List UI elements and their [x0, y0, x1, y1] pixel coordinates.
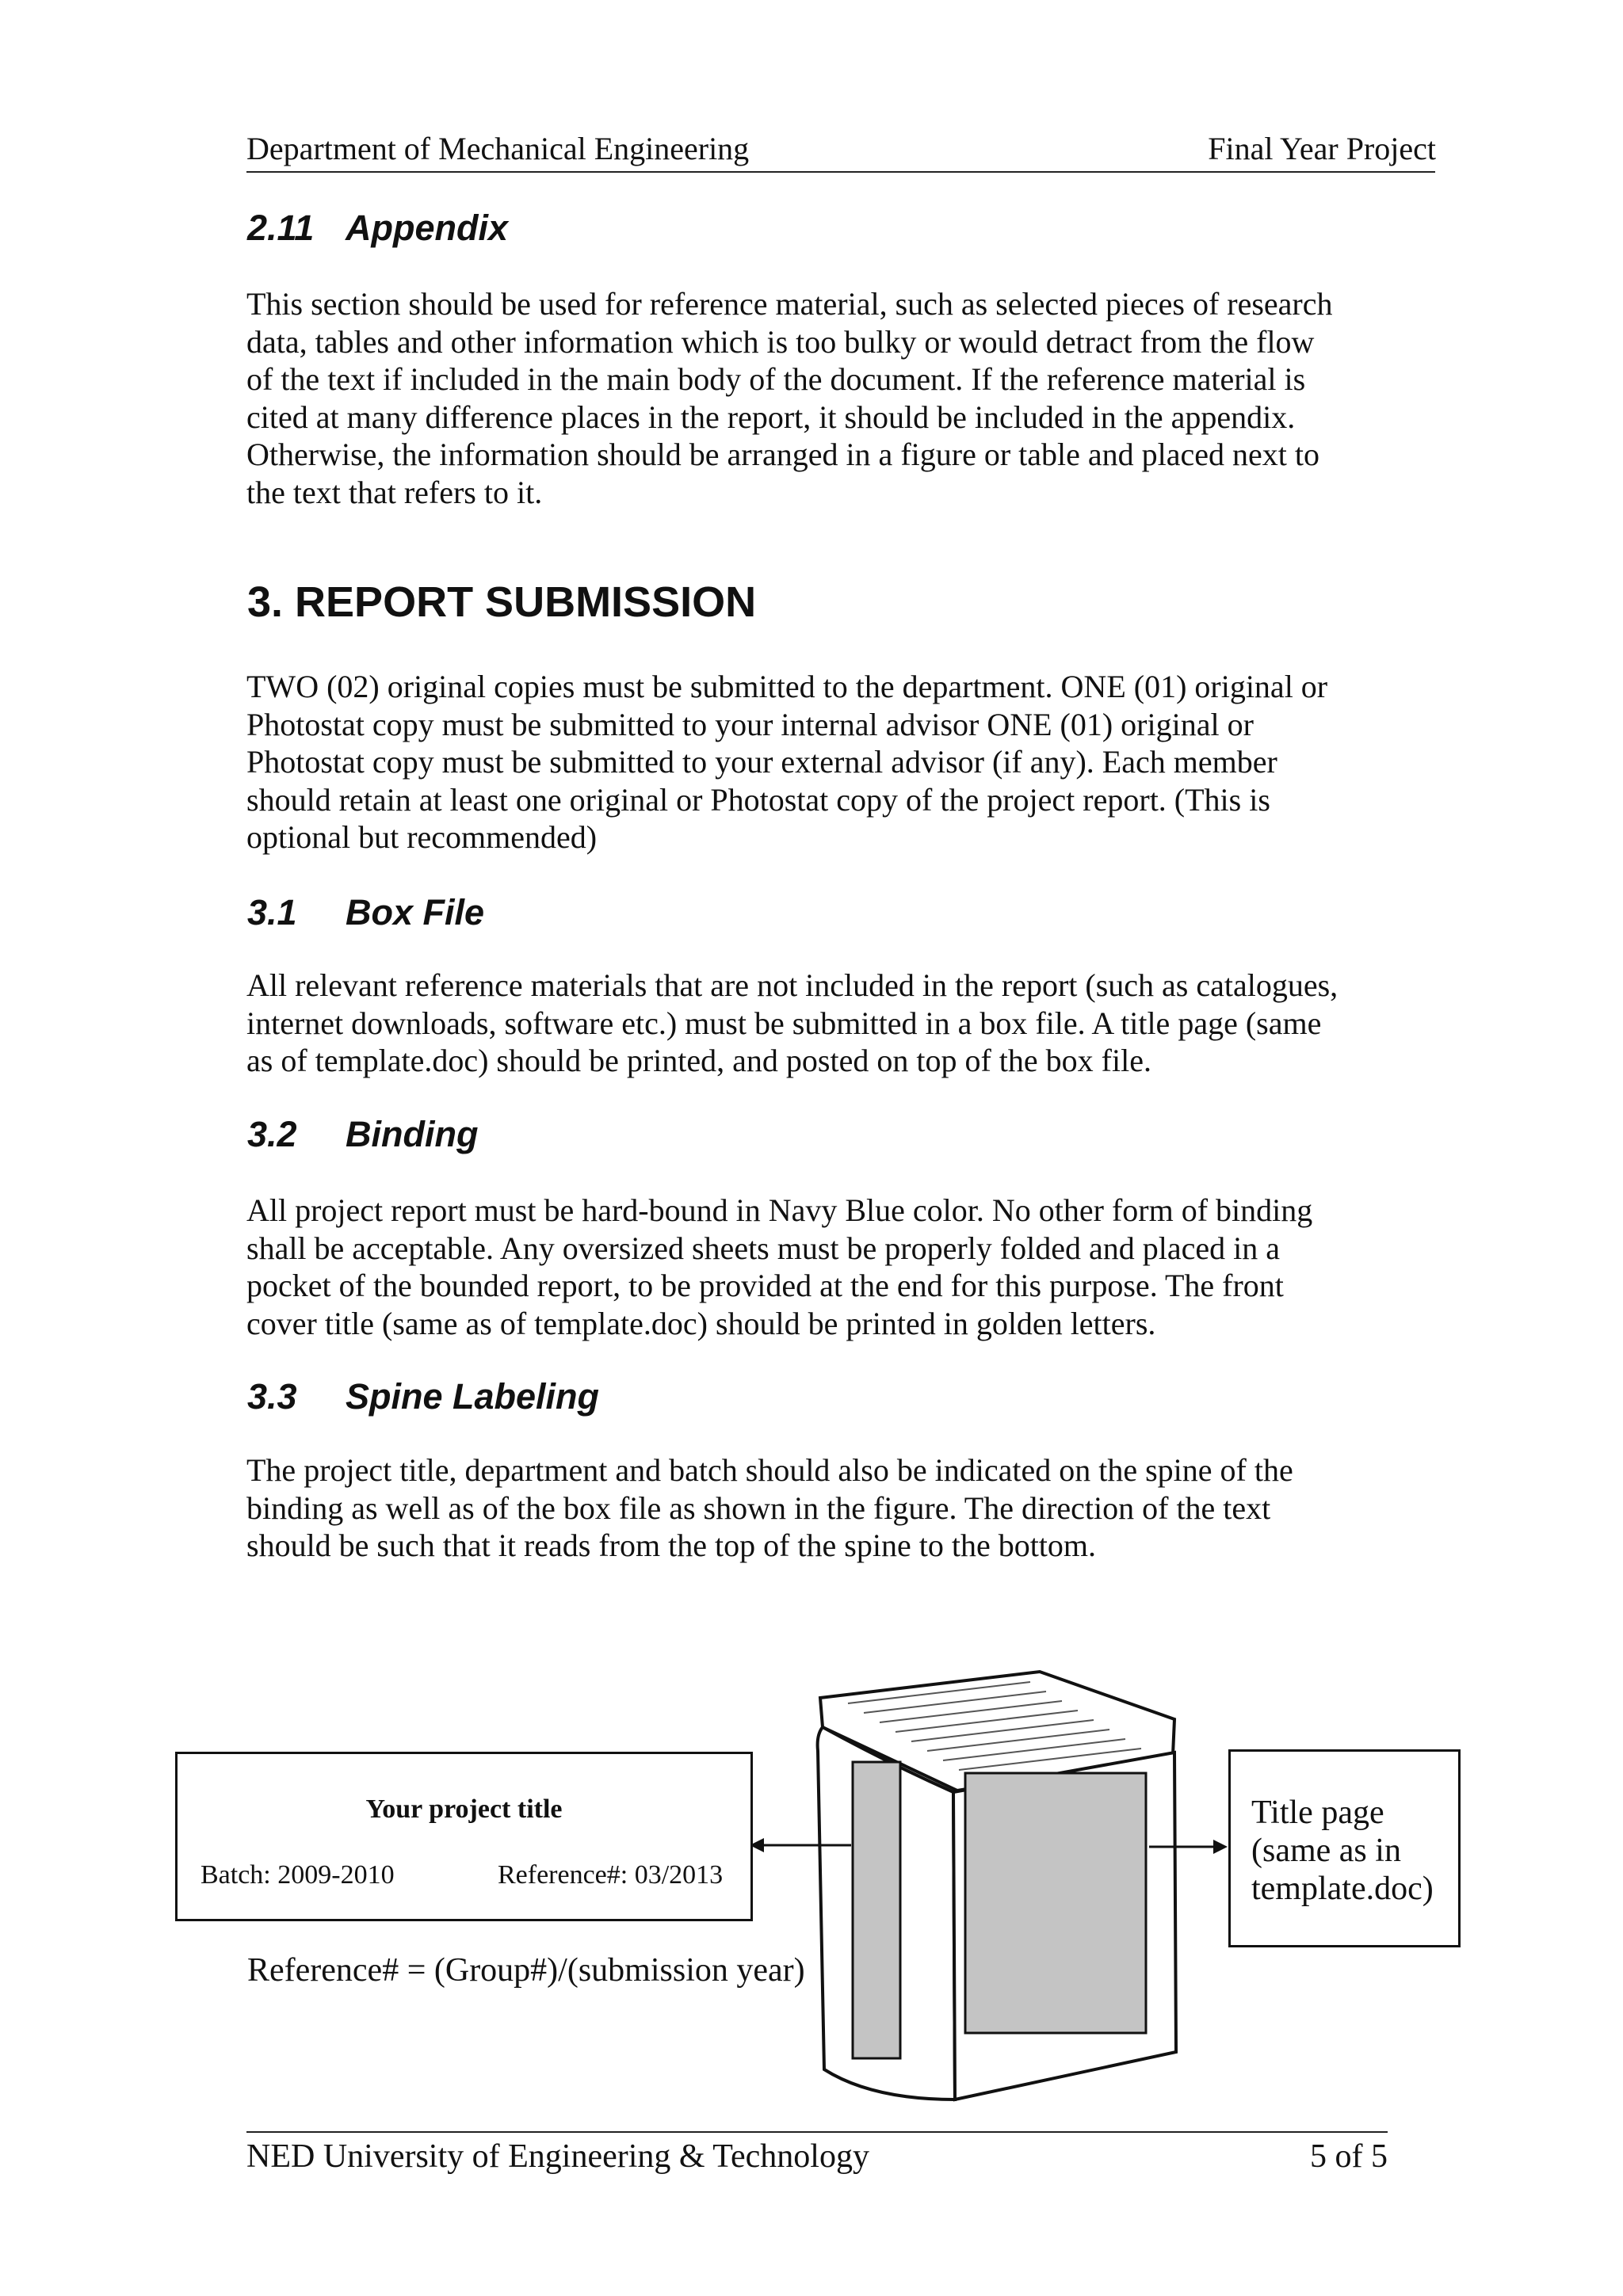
spine-project-title: Your project title [365, 1794, 563, 1824]
text-line: This section should be used for reference material, such as selected pieces of research [246, 286, 1333, 322]
chapter-heading-report-submission: 3. REPORT SUBMISSION [247, 578, 757, 626]
title-page-text [1251, 1794, 1434, 1908]
text-line: TWO (02) original copies must be submitted to the department. ONE (01) original or [246, 669, 1328, 704]
text-line: shall be acceptable. Any oversized sheets must be properly folded and placed in a [246, 1230, 1280, 1266]
text-line: All relevant reference materials that are not included in the report (such as catalogues, [246, 967, 1338, 1003]
running-header-document: Final Year Project [1208, 131, 1436, 166]
box-file-paragraph [246, 967, 1388, 1080]
section-heading-binding [247, 1112, 478, 1157]
text-line: of the text if included in the main body of the document. If the reference material is [246, 361, 1306, 397]
section-title: Spine Labeling [346, 1376, 600, 1417]
text-line: data, tables and other information which is too bulky or would detract from the flow [246, 323, 1315, 360]
text-line: All project report must be hard-bound in Navy Blue color. No other form of binding [246, 1192, 1313, 1228]
text-line: pocket of the bounded report, to be provided at the end for this purpose. The front [246, 1268, 1284, 1303]
section-heading-spine-labeling [247, 1375, 599, 1419]
spine-label-example [175, 1752, 753, 1921]
text-line: should retain at least one original or Photostat copy of the project report. (This is [246, 781, 1270, 818]
spine-label-area [853, 1762, 900, 2058]
text-line: cover title (same as of template.doc) should be printed in golden letters. [246, 1305, 1156, 1341]
text-line: optional but recommended) [246, 819, 598, 855]
text-line: should be such that it reads from the top of the spine to the bottom. [246, 1527, 1097, 1563]
binding-paragraph [246, 1192, 1388, 1342]
text-line: template.doc) [1251, 1871, 1434, 1907]
section-number: 2.11 [247, 208, 315, 248]
appendix-paragraph [246, 285, 1388, 511]
section-heading-box-file [247, 891, 484, 935]
section-number: 3.3 [247, 1376, 297, 1417]
text-line: binding as well as of the box file as shown in the figure. The direction of the text [246, 1489, 1271, 1526]
footer-university: NED University of Engineering & Technology [246, 2138, 869, 2175]
text-line: Otherwise, the information should be arranged in a figure or table and placed next to [246, 437, 1319, 472]
section-title: Box File [346, 892, 485, 933]
page-number: 5 of 5 [1310, 2138, 1388, 2175]
footer-divider [246, 2131, 1388, 2133]
section-title: Appendix [346, 208, 509, 248]
section-number: 3.2 [247, 1114, 297, 1154]
text-line: Title page [1251, 1794, 1384, 1831]
running-header-department: Department of Mechanical Engineering [246, 131, 750, 166]
section-heading-appendix [247, 206, 508, 250]
arrow-head-right [1213, 1840, 1228, 1854]
text-line: (same as in [1251, 1833, 1401, 1869]
text-line: the text that refers to it. [246, 474, 543, 510]
spine-labeling-paragraph [246, 1451, 1388, 1565]
text-line: internet downloads, software etc.) must be submitted in a box file. A title page (same [246, 1005, 1322, 1041]
header-divider [246, 171, 1435, 173]
spine-reference: Reference#: 03/2013 [498, 1860, 724, 1890]
report-submission-paragraph [246, 668, 1388, 856]
text-line: The project title, department and batch should also be indicated on the spine of the [246, 1452, 1293, 1488]
text-line: cited at many difference places in the report, it should be included in the appendix. [246, 399, 1296, 435]
section-title: Binding [346, 1114, 479, 1154]
text-line: Photostat copy must be submitted to your external advisor (if any). Each member [246, 744, 1277, 780]
text-line: as of template.doc) should be printed, and posted on top of the box file. [246, 1043, 1151, 1078]
section-number: 3.1 [247, 892, 297, 933]
spine-batch: Batch: 2009-2010 [200, 1860, 395, 1890]
title-page-callout [1228, 1749, 1461, 1947]
reference-number-note: Reference# = (Group#)/(submission year) [247, 1952, 805, 1989]
text-line: Photostat copy must be submitted to your internal advisor ONE (01) original or [246, 706, 1254, 742]
cover-title-page-area [965, 1773, 1146, 2033]
